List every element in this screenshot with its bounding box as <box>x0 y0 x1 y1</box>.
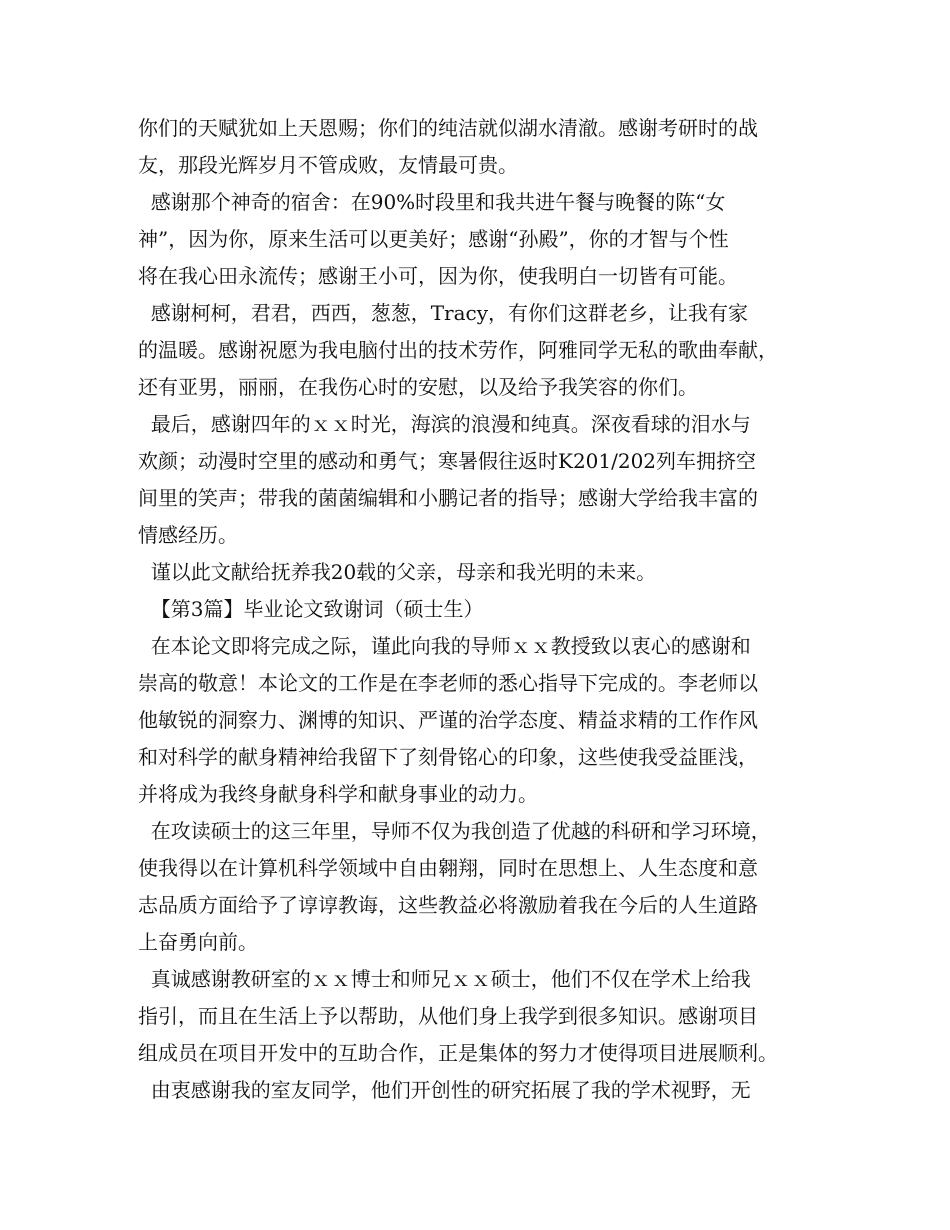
text-line: 你们的天赋犹如上天恩赐；你们的纯洁就似湖水清澈。感谢考研时的战 <box>138 116 758 140</box>
text-line: 的温暖。感谢祝愿为我电脑付出的技术劳作，阿雅同学无私的歌曲奉献， <box>138 338 778 362</box>
text-line: 神”，因为你，原来生活可以更美好；感谢“孙殿”，你的才智与个性 <box>138 227 729 251</box>
text-line: 【第3篇】毕业论文致谢词（硕士生） <box>138 597 484 621</box>
text-line: 感谢那个神奇的宿舍：在90%时段里和我共进午餐与晚餐的陈“女 <box>138 190 726 214</box>
text-line: 在本论文即将完成之际，谨此向我的导师ｘｘ教授致以衷心的感谢和 <box>138 634 751 658</box>
text-line: 由衷感谢我的室友同学，他们开创性的研究拓展了我的学术视野，无 <box>138 1078 751 1102</box>
text-line: 指引，而且在生活上予以帮助，从他们身上我学到很多知识。感谢项目 <box>138 1004 758 1028</box>
text-line: 间里的笑声；带我的菌菌编辑和小鹏记者的指导；感谢大学给我丰富的 <box>138 486 758 510</box>
text-line: 真诚感谢教研室的ｘｘ博士和师兄ｘｘ硕士，他们不仅在学术上给我 <box>138 967 751 991</box>
text-line: 谨以此文献给抚养我20载的父亲，母亲和我光明的未来。 <box>138 560 657 584</box>
text-line: 情感经历。 <box>138 523 238 547</box>
body-text <box>138 110 818 1109</box>
text-line: 上奋勇向前。 <box>138 930 258 954</box>
text-line: 欢颜；动漫时空里的感动和勇气；寒暑假往返时K201/202列车拥挤空 <box>138 449 757 473</box>
text-line: 他敏锐的洞察力、渊博的知识、严谨的治学态度、精益求精的工作作风 <box>138 708 758 732</box>
text-line: 和对科学的献身精神给我留下了刻骨铭心的印象，这些使我受益匪浅， <box>138 745 758 769</box>
text-line: 崇高的敬意！本论文的工作是在李老师的悉心指导下完成的。李老师以 <box>138 671 758 695</box>
text-line: 将在我心田永流传；感谢王小可，因为你，使我明白一切皆有可能。 <box>138 264 738 288</box>
text-line: 志品质方面给予了谆谆教诲，这些教益必将激励着我在今后的人生道路 <box>138 893 758 917</box>
text-line: 感谢柯柯，君君，西西，葱葱，Tracy，有你们这群老乡，让我有家 <box>138 301 749 325</box>
text-line: 最后，感谢四年的ｘｘ时光，海滨的浪漫和纯真。深夜看球的泪水与 <box>138 412 751 436</box>
text-line: 并将成为我终身献身科学和献身事业的动力。 <box>138 782 538 806</box>
text-line: 在攻读硕士的这三年里，导师不仅为我创造了优越的科研和学习环境， <box>138 819 771 843</box>
text-line: 还有亚男，丽丽，在我伤心时的安慰，以及给予我笑容的你们。 <box>138 375 698 399</box>
text-line: 组成员在项目开发中的互助合作，正是集体的努力才使得项目进展顺利。 <box>138 1041 778 1065</box>
text-line: 使我得以在计算机科学领域中自由翱翔，同时在思想上、人生态度和意 <box>138 856 758 880</box>
text-line: 友，那段光辉岁月不管成败，友情最可贵。 <box>138 153 518 177</box>
